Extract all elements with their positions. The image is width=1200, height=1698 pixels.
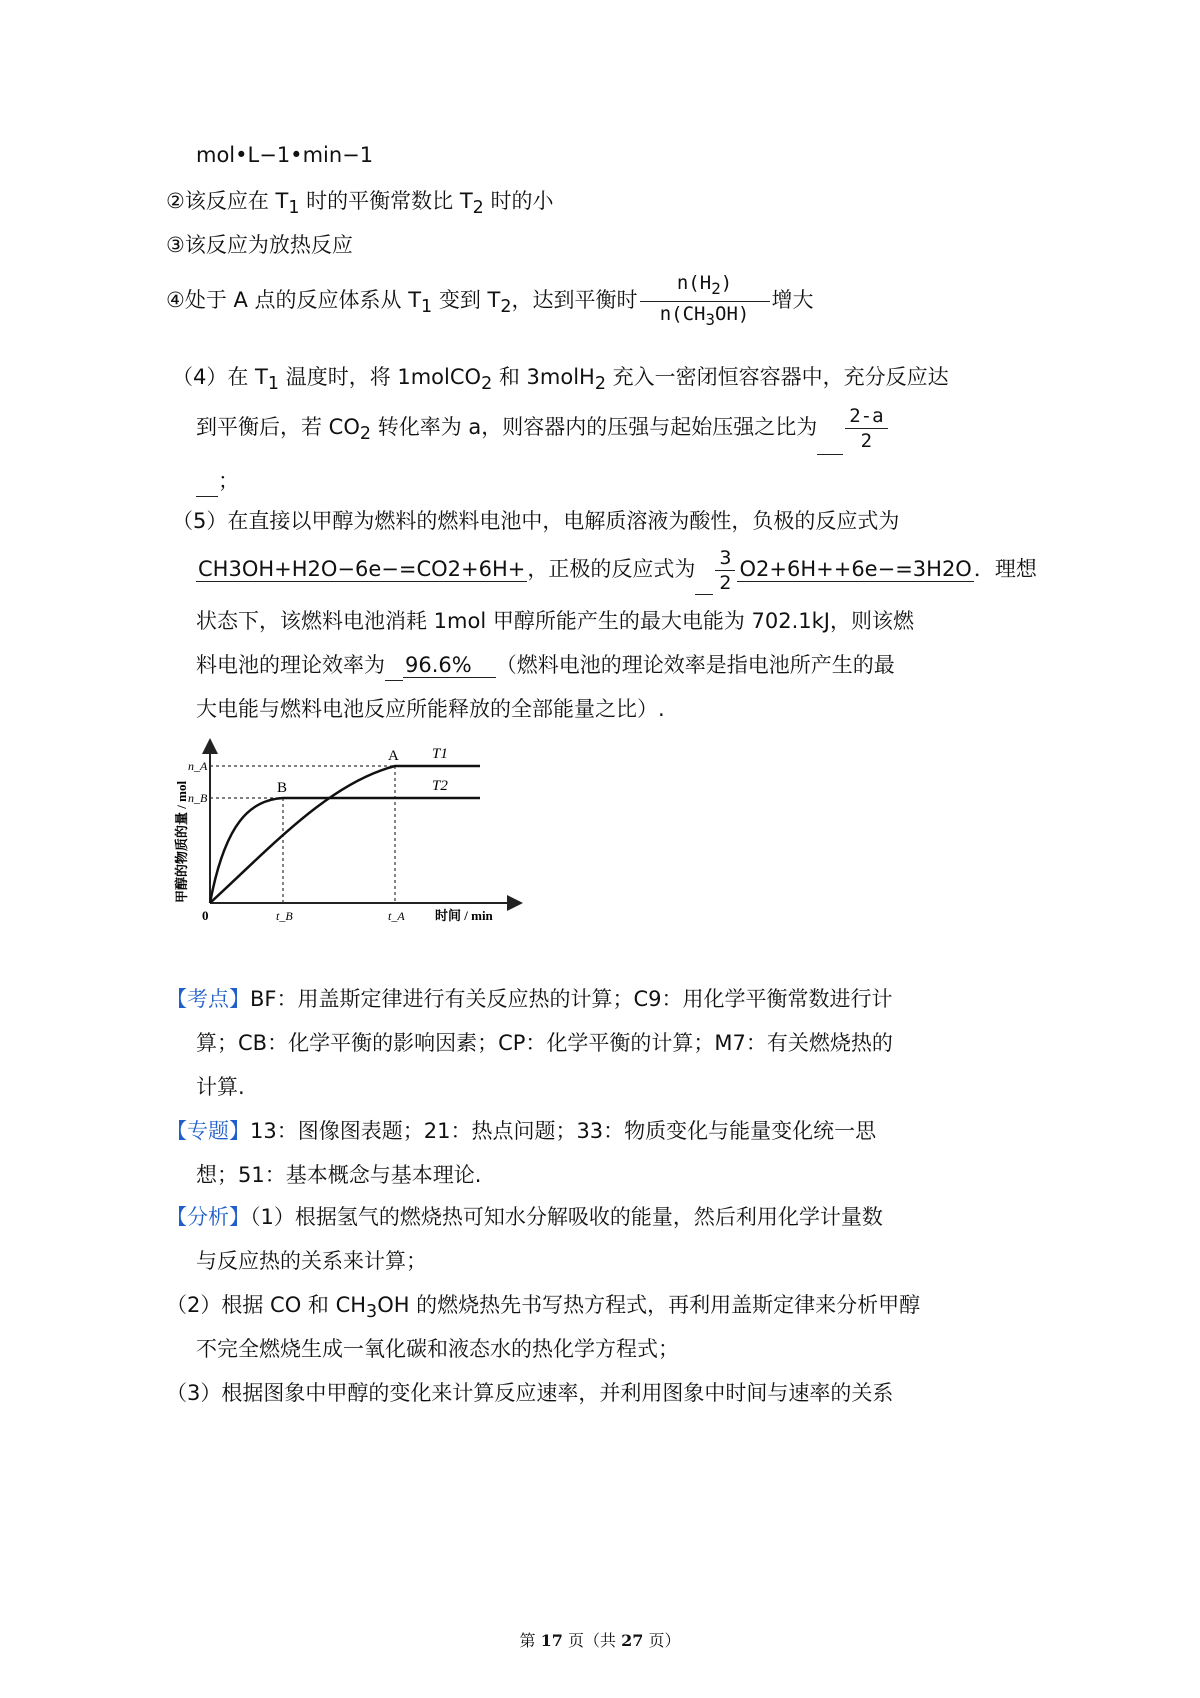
fenxi-tag: 【分析】: [166, 1205, 250, 1229]
zhuanti-line2: 想；51：基本概念与基本理论.: [196, 1163, 482, 1187]
origin-label: 0: [202, 908, 209, 923]
statement-3: ③该反应为放热反应: [166, 233, 353, 257]
y-axis-label: 甲醇的物质的量 / mol: [174, 780, 189, 903]
series-label-T2: T2: [432, 778, 448, 794]
page-total: 27: [621, 1631, 644, 1650]
series-label-T1: T1: [432, 746, 448, 762]
efficiency-answer: 96.6%: [403, 653, 496, 678]
kaodian-line1: 【考点】BF：用盖斯定律进行有关反应热的计算；C9：用化学平衡常数进行计: [166, 987, 893, 1011]
question-5-line4: 料电池的理论效率为 96.6% （燃料电池的理论效率是指电池所产生的最: [196, 650, 895, 681]
point-label-A: A: [388, 748, 399, 764]
zhuanti-line1: 【专题】13：图像图表题；21：热点问题；33：物质变化与能量变化统一思: [166, 1119, 877, 1143]
kaodian-tag: 【考点】: [166, 987, 250, 1011]
kaodian-line3: 计算.: [196, 1075, 245, 1099]
series-T2-curve: [210, 798, 480, 903]
x-axis-label: 时间 / min: [435, 908, 493, 923]
statement-2: ②该反应在 $T_1$ 时的平衡常数比 $T_2$ 时的小: [166, 189, 554, 219]
fenxi-line3: （2）根据 CO 和 $CH_3OH$ 的燃烧热先书写热方程式，再利用盖斯定律来分析甲醇: [166, 1293, 921, 1323]
fenxi-line4: 不完全燃烧生成一氧化碳和液态水的热化学方程式；: [196, 1337, 679, 1361]
fenxi-line1: 【分析】（1）根据氢气的燃烧热可知水分解吸收的能量，然后利用化学计量数: [166, 1205, 883, 1229]
question-4-line1: （4）在 $T_1$ 温度时，将 1molCO$_2$ 和 3molH$_2$ 充入一密闭恒容容器中，充分反应达: [172, 365, 949, 395]
x-tick-tA: t_A: [388, 909, 405, 923]
question-5-line2: CH3OH+H2O−6e−=CO2+6H+，正极的反应式为 $\frac{3}{2}$ O2+6H++6e−=3H2O．理想: [196, 544, 1037, 595]
methanol-amount-chart: [174, 738, 520, 938]
point-label-B: B: [277, 780, 288, 796]
question-5-line1: （5）在直接以甲醇为燃料的燃料电池中，电解质溶液为酸性，负极的反应式为: [172, 509, 900, 533]
page-footer: 第 17 页（共 27 页）: [519, 1631, 681, 1650]
y-tick-nB: n_B: [188, 791, 208, 805]
ratio-fraction: $\frac{n(H_2)}{n(CH_3OH)}$: [640, 271, 770, 332]
question-4-line2: 到平衡后，若 $CO_2$ 转化率为 a，则容器内的压强与起始压强之比为 $\frac{2-a}{2}$: [196, 400, 890, 461]
coefficient-fraction: $\frac{3}{2}$: [715, 546, 735, 595]
page-number: 17: [540, 1631, 563, 1650]
question-4-line3: ；: [196, 466, 239, 497]
statement-4: ④处于 A 点的反应体系从 $T_1$ 变到 $T_2$，达到平衡时 $\frac{n(H_2)}{n(CH_3OH)}$ 增大: [166, 270, 814, 337]
y-tick-nA: n_A: [188, 759, 208, 773]
unit-line: mol•L−1•min−1: [196, 143, 374, 167]
question-5-line3: 状态下，该燃料电池消耗 1mol 甲醇所能产生的最大电能为 702.1kJ，则该燃: [196, 609, 914, 633]
positive-electrode-answer: O2+6H++6e−=3H2O: [739, 557, 972, 581]
zhuanti-tag: 【专题】: [166, 1119, 250, 1143]
pressure-ratio-fraction: $\frac{2-a}{2}$: [845, 404, 887, 453]
negative-electrode-answer: CH3OH+H2O−6e−=CO2+6H+: [198, 557, 526, 581]
kaodian-line2: 算；CB：化学平衡的影响因素；CP：化学平衡的计算；M7：有关燃烧热的: [196, 1031, 893, 1055]
fenxi-line2: 与反应热的关系来计算；: [196, 1249, 427, 1273]
question-5-line5: 大电能与燃料电池反应所能释放的全部能量之比）.: [196, 697, 665, 721]
fenxi-line5: （3）根据图象中甲醇的变化来计算反应速率，并利用图象中时间与速率的关系: [166, 1381, 894, 1405]
x-tick-tB: t_B: [276, 909, 293, 923]
